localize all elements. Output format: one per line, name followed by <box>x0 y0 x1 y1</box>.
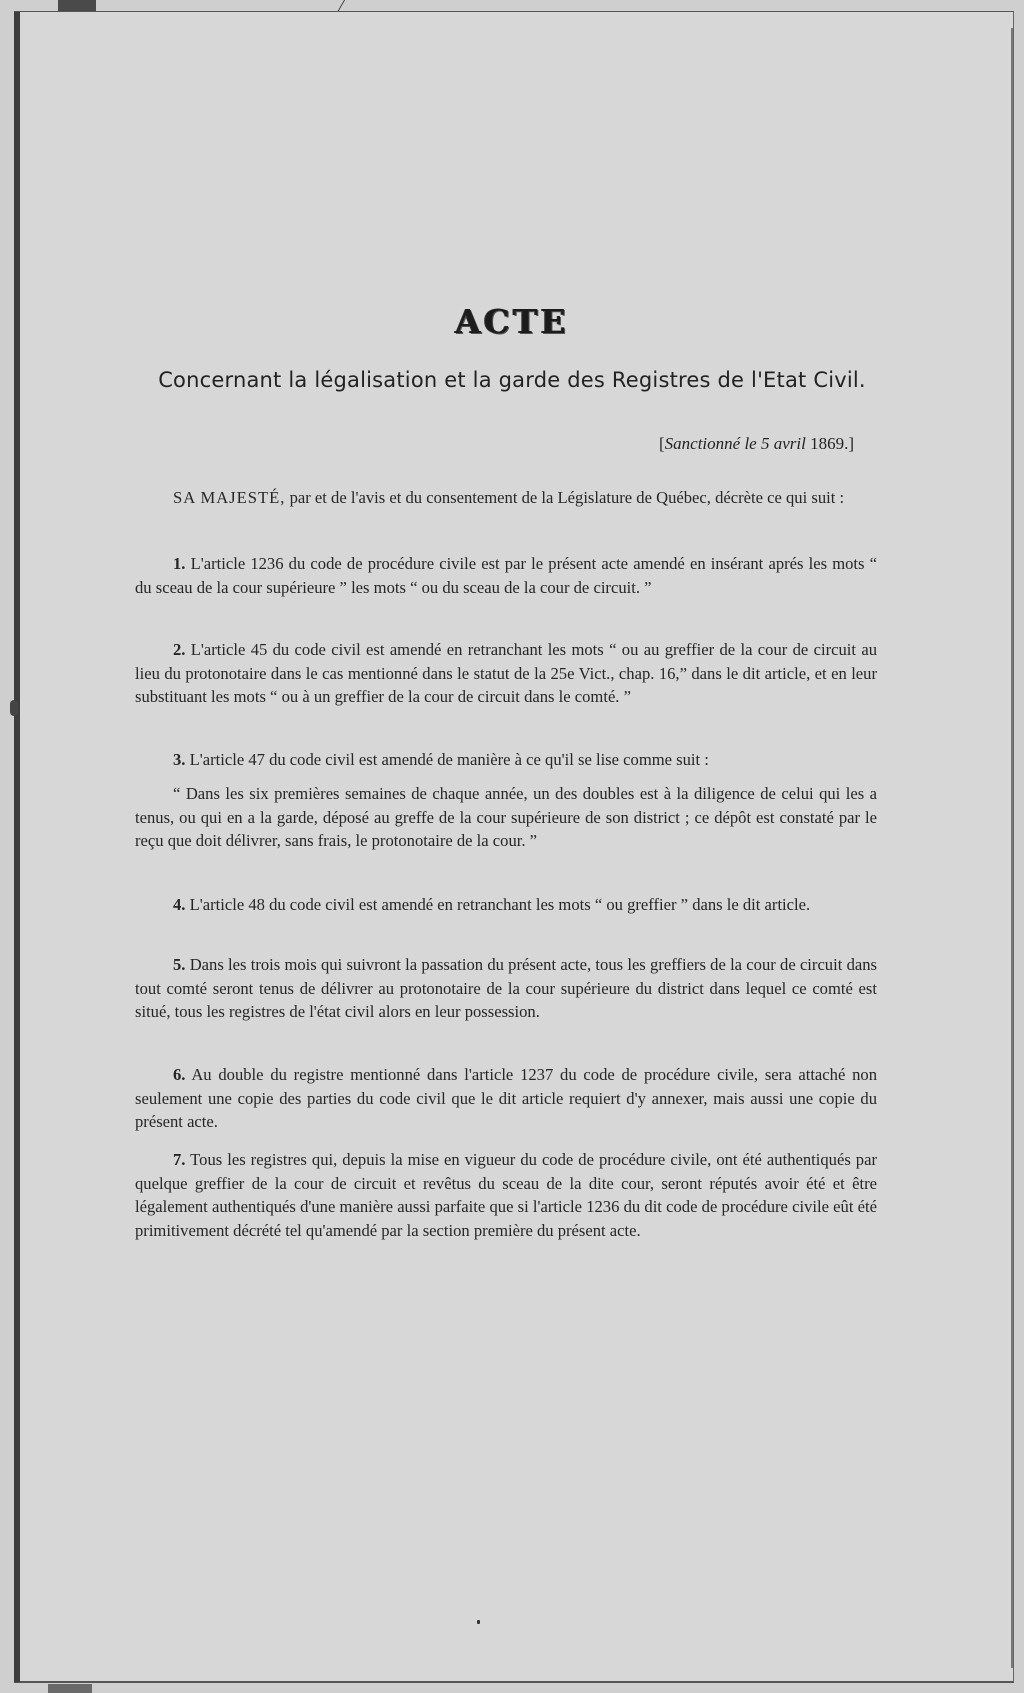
section-text: L'article 1236 du code de procédure civile est par le présent acte amendé en insérant aprés les mots “ du sceau de la cour supérieure ” les mots “ ou du sceau de la cour de circuit. ” <box>135 554 877 597</box>
preamble <box>135 486 877 510</box>
binder-tab-bottom <box>48 1684 92 1693</box>
section-text: Tous les registres qui, depuis la mise en vigueur du code de procédure civile, ont été authentiqués par quelque greffier de la cour de circuit et revêtus du sceau de la dite cour, seront réputés avoir été et être légalement authentiqués d'une manière aussi parfaite que si l'article 1236 du dit code de procédure civile eût été primitivement décrété tel qu'amendé par la section première du présent acte. <box>135 1150 877 1240</box>
section-number: 6. <box>173 1065 186 1084</box>
section-text: L'article 45 du code civil est amendé en retranchant les mots “ ou au greffier de la cour de circuit au lieu du protonotaire dans le cas mentionné dans le statut de la 25e Vict., chap. 16,” dans le dit article, et en leur substituant les mots “ ou à un greffier de la cour de circuit dans le comté. ” <box>135 640 877 706</box>
document-subtitle: Concernant la légalisation et la garde des Registres de l'Etat Civil. <box>158 368 866 392</box>
section-number: 1. <box>173 554 186 573</box>
ink-smudge <box>10 700 18 716</box>
sanction-date <box>659 434 854 454</box>
page-binding-edge <box>14 12 20 1682</box>
section-3-quote <box>135 782 877 853</box>
section-number: 4. <box>173 895 186 914</box>
quote-text: “ Dans les six premières semaines de chaque année, un des doubles est à la diligence de celui qui les a tenus, ou qui en a la garde, déposé au greffe de la cour supérieure de son district ; ce dépôt est constaté par le reçu que doit délivrer, sans frais, le protonotaire de la cour. ” <box>135 784 877 850</box>
preamble-lead: SA MAJESTÉ, <box>173 488 286 507</box>
sanction-open: [ <box>658 434 665 453</box>
section-number: 5. <box>173 955 186 974</box>
section-number: 3. <box>173 750 186 769</box>
section-text: L'article 47 du code civil est amendé de manière à ce qu'il se lise comme suit : <box>185 750 709 769</box>
section-text: Dans les trois mois qui suivront la passation du présent acte, tous les greffiers de la cour de circuit dans tout comté seront tenus de délivrer au protonotaire de la cour supérieure du district dans lequel ce comté est situé, tous les registres de l'état civil alors en leur possession. <box>135 955 877 1021</box>
section-5 <box>135 953 877 1024</box>
section-3 <box>135 748 877 772</box>
section-text: L'article 48 du code civil est amendé en retranchant les mots “ ou greffier ” dans le dit article. <box>185 895 811 914</box>
ink-dot <box>477 1620 480 1624</box>
section-7 <box>135 1148 877 1242</box>
section-1 <box>135 552 877 599</box>
page-right-rule <box>1011 28 1013 1668</box>
section-2 <box>135 638 877 709</box>
section-6 <box>135 1063 877 1134</box>
sanction-year: 1869.] <box>805 434 854 453</box>
binder-tab-top <box>58 0 96 11</box>
section-4 <box>135 893 877 917</box>
preamble-text: par et de l'avis et du consentement de la Législature de Québec, décrète ce qui suit : <box>285 488 845 507</box>
section-number: 7. <box>173 1150 186 1169</box>
section-number: 2. <box>173 640 186 659</box>
sanction-italic: Sanctionné le 5 avril <box>664 434 806 453</box>
document-title: ACTE <box>455 302 569 341</box>
section-text: Au double du registre mentionné dans l'article 1237 du code de procédure civile, sera attaché non seulement une copie des parties du code civil que le dit article requiert d'y annexer, mais aussi une copie du présent acte. <box>135 1065 877 1131</box>
